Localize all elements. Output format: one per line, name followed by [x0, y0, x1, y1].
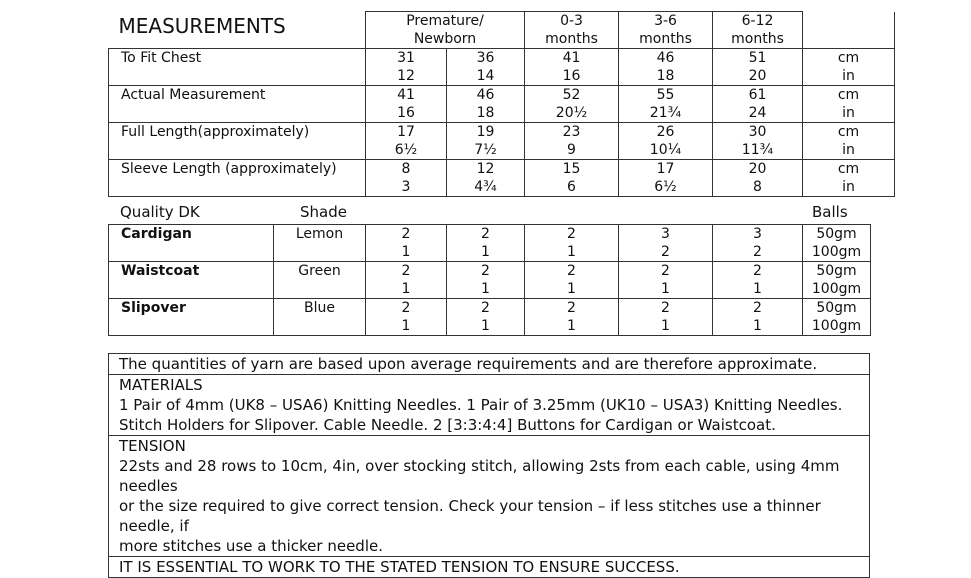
row-label: Actual Measurement: [109, 86, 366, 123]
value-cell: 8 3: [366, 160, 447, 197]
value-cell: 19 7½: [447, 123, 525, 160]
size-header-6-12: 6-12 months: [713, 12, 803, 49]
qty-cell: 2 1: [713, 262, 803, 299]
row-label: Sleeve Length (approximately): [109, 160, 366, 197]
value-cell: 17 6½: [619, 160, 713, 197]
qty-cell: 2 1: [366, 262, 447, 299]
measurements-title-cell: [109, 12, 366, 49]
value-cell: 20 8: [713, 160, 803, 197]
qty-cell: 2 1: [525, 225, 619, 262]
measurement-row-actual: [109, 86, 895, 123]
qty-cell: 2 1: [713, 299, 803, 336]
row-label: Full Length(approximately): [109, 123, 366, 160]
garment-name: Waistcoat: [109, 262, 274, 299]
materials-section: [109, 375, 869, 436]
shade-name: Green: [274, 262, 366, 299]
qty-cell: 2 1: [619, 299, 713, 336]
ball-unit-cell: 50gm 100gm: [803, 262, 871, 299]
materials-line: 1 Pair of 4mm (UK8 – USA6) Knitting Needles. 1 Pair of 3.25mm (UK10 – USA3) Knitting Needles.: [119, 396, 843, 414]
measurement-row-chest: [109, 49, 895, 86]
yarn-row-slipover: [109, 299, 871, 336]
size-header-0-3: 0-3 months: [525, 12, 619, 49]
value-cell: 12 4¾: [447, 160, 525, 197]
garment-name: Cardigan: [109, 225, 274, 262]
shade-name: Blue: [274, 299, 366, 336]
value-cell: 55 21¾: [619, 86, 713, 123]
value-cell: 15 6: [525, 160, 619, 197]
materials-line: Stitch Holders for Slipover. Cable Needle. 2 [3:3:4:4] Buttons for Cardigan or Waistcoat.: [119, 416, 776, 434]
value-cell: 51 20: [713, 49, 803, 86]
measurements-title: MEASUREMENTS: [118, 13, 286, 38]
yarn-row-waistcoat: [109, 262, 871, 299]
measurement-row-sleeve: [109, 160, 895, 197]
essential-note: IT IS ESSENTIAL TO WORK TO THE STATED TENSION TO ENSURE SUCCESS.: [119, 558, 680, 576]
qty-cell: 2 1: [366, 299, 447, 336]
row-label: To Fit Chest: [109, 49, 366, 86]
qty-cell: 2 1: [525, 262, 619, 299]
size-header-3-6: 3-6 months: [619, 12, 713, 49]
qty-cell: 2 1: [447, 262, 525, 299]
value-cell: 26 10¼: [619, 123, 713, 160]
unit-cell: cm in: [803, 160, 895, 197]
qty-cell: 2 1: [447, 299, 525, 336]
value-cell: 31 12: [366, 49, 447, 86]
tension-line: or the size required to give correct tension. Check your tension – if less stitches use a thinner needle, if: [119, 497, 821, 535]
qty-cell: 3 2: [713, 225, 803, 262]
yarn-table: [108, 224, 871, 336]
value-cell: 36 14: [447, 49, 525, 86]
tension-line: 22sts and 28 rows to 10cm, 4in, over stocking stitch, allowing 2sts from each cable, using 4mm needles: [119, 457, 840, 495]
qty-cell: 2 1: [366, 225, 447, 262]
value-cell: 61 24: [713, 86, 803, 123]
qty-cell: 2 1: [619, 262, 713, 299]
value-cell: 23 9: [525, 123, 619, 160]
materials-title: MATERIALS: [119, 376, 203, 394]
value-cell: 41 16: [366, 86, 447, 123]
unit-cell: cm in: [803, 123, 895, 160]
value-cell: 17 6½: [366, 123, 447, 160]
value-cell: 41 16: [525, 49, 619, 86]
shade-label: Shade: [300, 203, 347, 221]
tension-title: TENSION: [119, 437, 186, 455]
garment-name: Slipover: [109, 299, 274, 336]
quality-label: Quality DK: [120, 203, 200, 221]
value-cell: 30 11¾: [713, 123, 803, 160]
ball-unit-cell: 50gm 100gm: [803, 299, 871, 336]
qty-cell: 3 2: [619, 225, 713, 262]
quantities-note: The quantities of yarn are based upon average requirements and are therefore approximate.: [109, 354, 869, 375]
unit-header-blank: [803, 12, 895, 49]
shade-name: Lemon: [274, 225, 366, 262]
unit-cell: cm in: [803, 49, 895, 86]
yarn-row-cardigan: [109, 225, 871, 262]
measurements-table: [108, 11, 895, 197]
unit-cell: cm in: [803, 86, 895, 123]
qty-cell: 2 1: [447, 225, 525, 262]
ball-unit-cell: 50gm 100gm: [803, 225, 871, 262]
qty-cell: 2 1: [525, 299, 619, 336]
value-cell: 46 18: [619, 49, 713, 86]
size-header-newborn: Premature/ Newborn: [366, 12, 525, 49]
value-cell: 46 18: [447, 86, 525, 123]
balls-label: Balls: [812, 203, 848, 221]
tension-line: more stitches use a thicker needle.: [119, 537, 383, 555]
value-cell: 52 20½: [525, 86, 619, 123]
measurement-row-full-length: [109, 123, 895, 160]
notes-box: [108, 353, 870, 578]
tension-section: [109, 436, 869, 557]
